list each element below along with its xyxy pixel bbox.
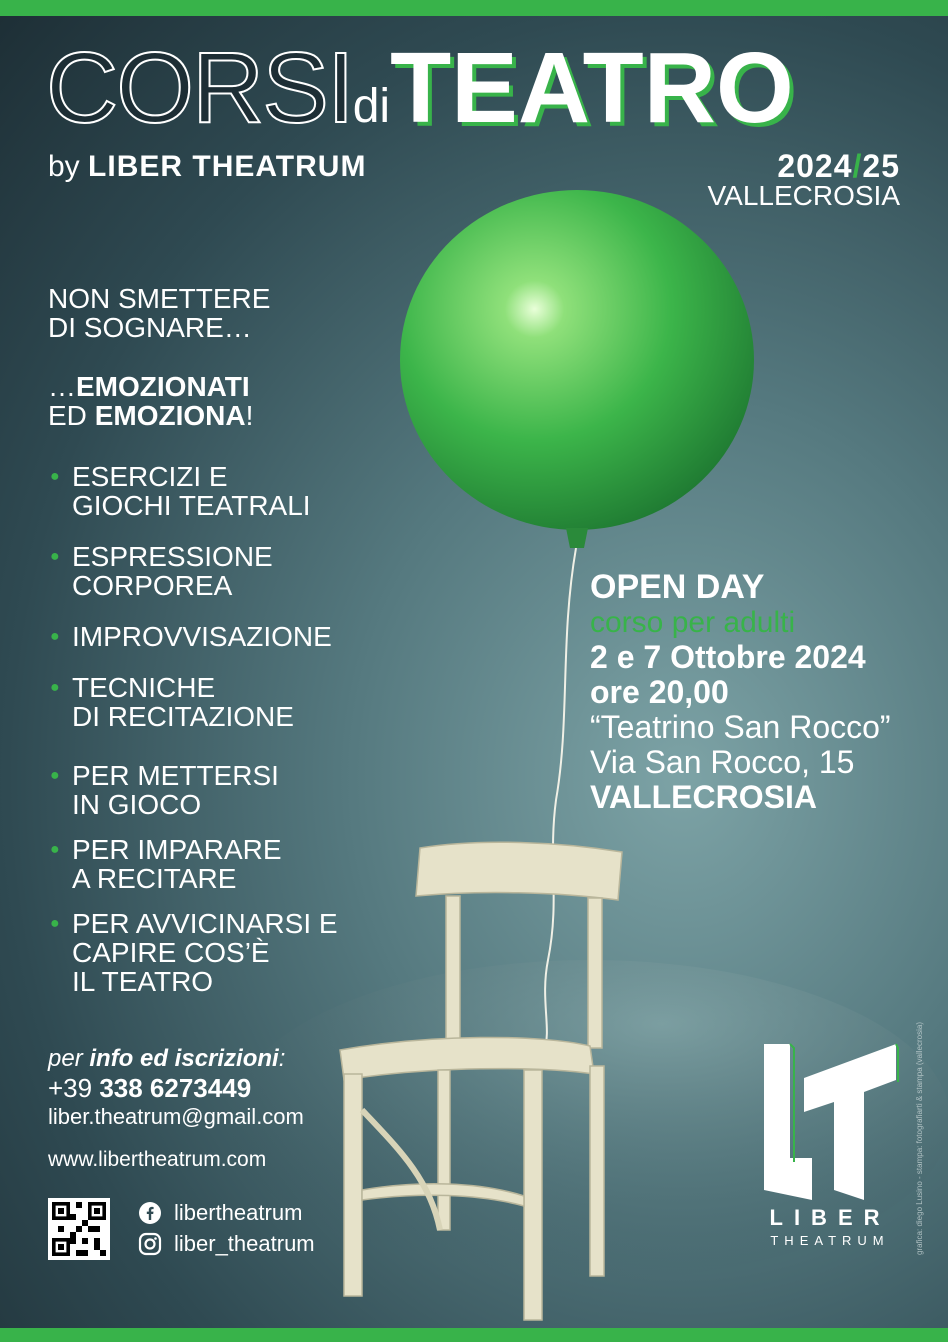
instagram-link[interactable]: [138, 1231, 315, 1257]
lt-monogram: [760, 1040, 900, 1200]
tagline-line4-pre: ED: [48, 400, 95, 431]
instagram-handle: liber_theatrum: [174, 1231, 315, 1256]
phone-prefix: +39: [48, 1073, 100, 1103]
phone-line[interactable]: [48, 1073, 304, 1104]
website-link[interactable]: www.libertheatrum.com: [48, 1148, 267, 1171]
feature-list: [50, 462, 338, 996]
byline: [48, 150, 366, 184]
print-credits: grafica: diego Lusino - stampa: fotografiarti & stampa (vallecrosia): [915, 1022, 924, 1255]
instagram-icon: [138, 1232, 162, 1256]
feature-item: ● ESERCIZI E GIOCHI TEATRALI: [50, 462, 338, 520]
main-title: [46, 32, 794, 144]
open-day-course: corso per adulti: [590, 606, 796, 639]
tagline-line2: DI SOGNARE…: [48, 312, 252, 343]
info-pre: per: [48, 1045, 90, 1072]
open-day-block: [590, 570, 891, 815]
logo-word-liber: LIBER: [769, 1205, 891, 1230]
open-day-address: Via San Rocco, 15: [590, 744, 855, 780]
open-day-title: OPEN DAY: [590, 568, 765, 606]
open-day-time: ore 20,00: [590, 674, 729, 710]
tagline-line4: [48, 401, 253, 430]
tagline-line3-pre: …: [48, 371, 76, 402]
liber-theatrum-logo: [760, 1040, 900, 1248]
open-day-city: VALLECROSIA: [590, 779, 817, 815]
bottom-green-bar: [0, 1328, 948, 1342]
feature-item: ● IMPROVVISAZIONE: [50, 622, 338, 651]
title-di: di: [352, 80, 391, 133]
by-label: by: [48, 150, 80, 183]
title-teatro: TEATRO: [390, 32, 794, 144]
email-link[interactable]: liber.theatrum@gmail.com: [48, 1104, 304, 1129]
town-name: VALLECROSIA: [707, 180, 900, 211]
tagline-emoziona: EMOZIONA: [94, 400, 246, 431]
facebook-link[interactable]: [138, 1200, 302, 1226]
feature-item: ● ESPRESSIONE CORPOREA: [50, 542, 338, 600]
logo-word-theatrum: THEATRUM: [770, 1233, 890, 1248]
tagline-line3: [48, 372, 250, 401]
org-name: LIBER THEATRUM: [88, 150, 367, 183]
balloon: [400, 190, 754, 530]
tagline-emozionati: EMOZIONATI: [76, 371, 250, 402]
feature-item: ● PER AVVICINARSI E CAPIRE COS’È IL TEATRO: [50, 909, 338, 996]
year-start: 2024: [777, 148, 853, 184]
feature-item: ● TECNICHE DI RECITAZIONE: [50, 673, 338, 731]
title-corsi: CORSI: [46, 32, 353, 144]
info-post: :: [278, 1045, 286, 1072]
open-day-dates: 2 e 7 Ottobre 2024: [590, 639, 866, 675]
facebook-icon: [138, 1201, 162, 1225]
open-day-venue: “Teatrino San Rocco”: [590, 709, 891, 745]
tagline-line4-post: !: [245, 400, 254, 431]
year-slash: /: [852, 148, 863, 184]
facebook-handle: libertheatrum: [174, 1200, 303, 1225]
tagline-line1: NON SMETTERE: [48, 283, 271, 314]
year-end: 25: [862, 148, 900, 184]
qr-code[interactable]: [48, 1198, 110, 1260]
feature-item: ● PER METTERSI IN GIOCO: [50, 761, 338, 819]
balloon-knot: [566, 528, 588, 548]
info-bold: info ed iscrizioni: [89, 1045, 279, 1072]
contact-block: [48, 1045, 304, 1130]
phone-number: 338 6273449: [99, 1073, 252, 1103]
feature-item: ● PER IMPARARE A RECITARE: [50, 835, 338, 893]
info-heading: [48, 1045, 304, 1073]
qr-code-icon: [52, 1202, 106, 1256]
